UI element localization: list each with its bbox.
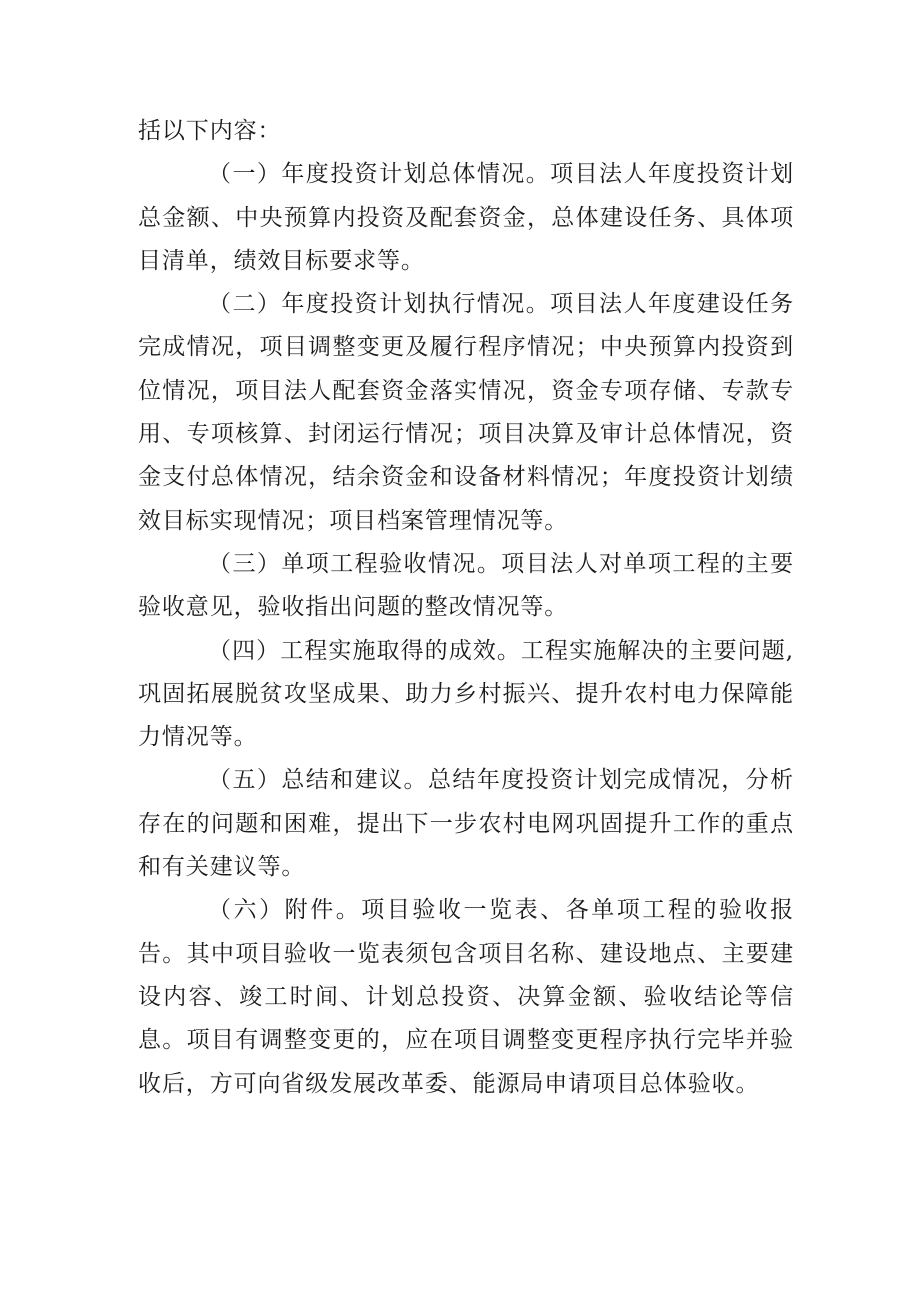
section-4-paragraph: （四）工程实施取得的成效。工程实施解决的主要问题,巩固拓展脱贫攻坚成果、助力乡村振兴、提升农村电力保障能力情况等。 <box>138 637 794 751</box>
section-6-paragraph: （六）附件。项目验收一览表、各单项工程的验收报告。其中项目验收一览表须包含项目名称、建设地点、主要建设内容、竣工时间、计划总投资、决算金额、验收结论等信息。项目有调整变更的，应在项目调整变更程序执行完毕并验收后，方可向省级发展改革委、能源局申请项目总体验收。 <box>138 897 794 1097</box>
intro-line: 括以下内容： <box>138 118 282 144</box>
section-1-paragraph: （一）年度投资计划总体情况。项目法人年度投资计划总金额、中央预算内投资及配套资金，总体建设任务、具体项目清单，绩效目标要求等。 <box>138 161 794 274</box>
section-3-paragraph: （三）单项工程验收情况。项目法人对单项工程的主要验收意见，验收指出问题的整改情况等。 <box>138 550 794 621</box>
section-2-paragraph: （二）年度投资计划执行情况。项目法人年度建设任务完成情况，项目调整变更及履行程序情况；中央预算内投资到位情况，项目法人配套资金落实情况，资金专项存储、专款专用、专项核算、封闭运行情况；项目决算及审计总体情况，资金支付总体情况，结余资金和设备材料情况；年度投资计划绩效目标实现情况；项目档案管理情况等。 <box>138 291 794 534</box>
section-5-paragraph: （五）总结和建议。总结年度投资计划完成情况，分析存在的问题和困难，提出下一步农村电网巩固提升工作的重点和有关建议等。 <box>138 767 794 881</box>
document-body <box>138 110 794 1106</box>
